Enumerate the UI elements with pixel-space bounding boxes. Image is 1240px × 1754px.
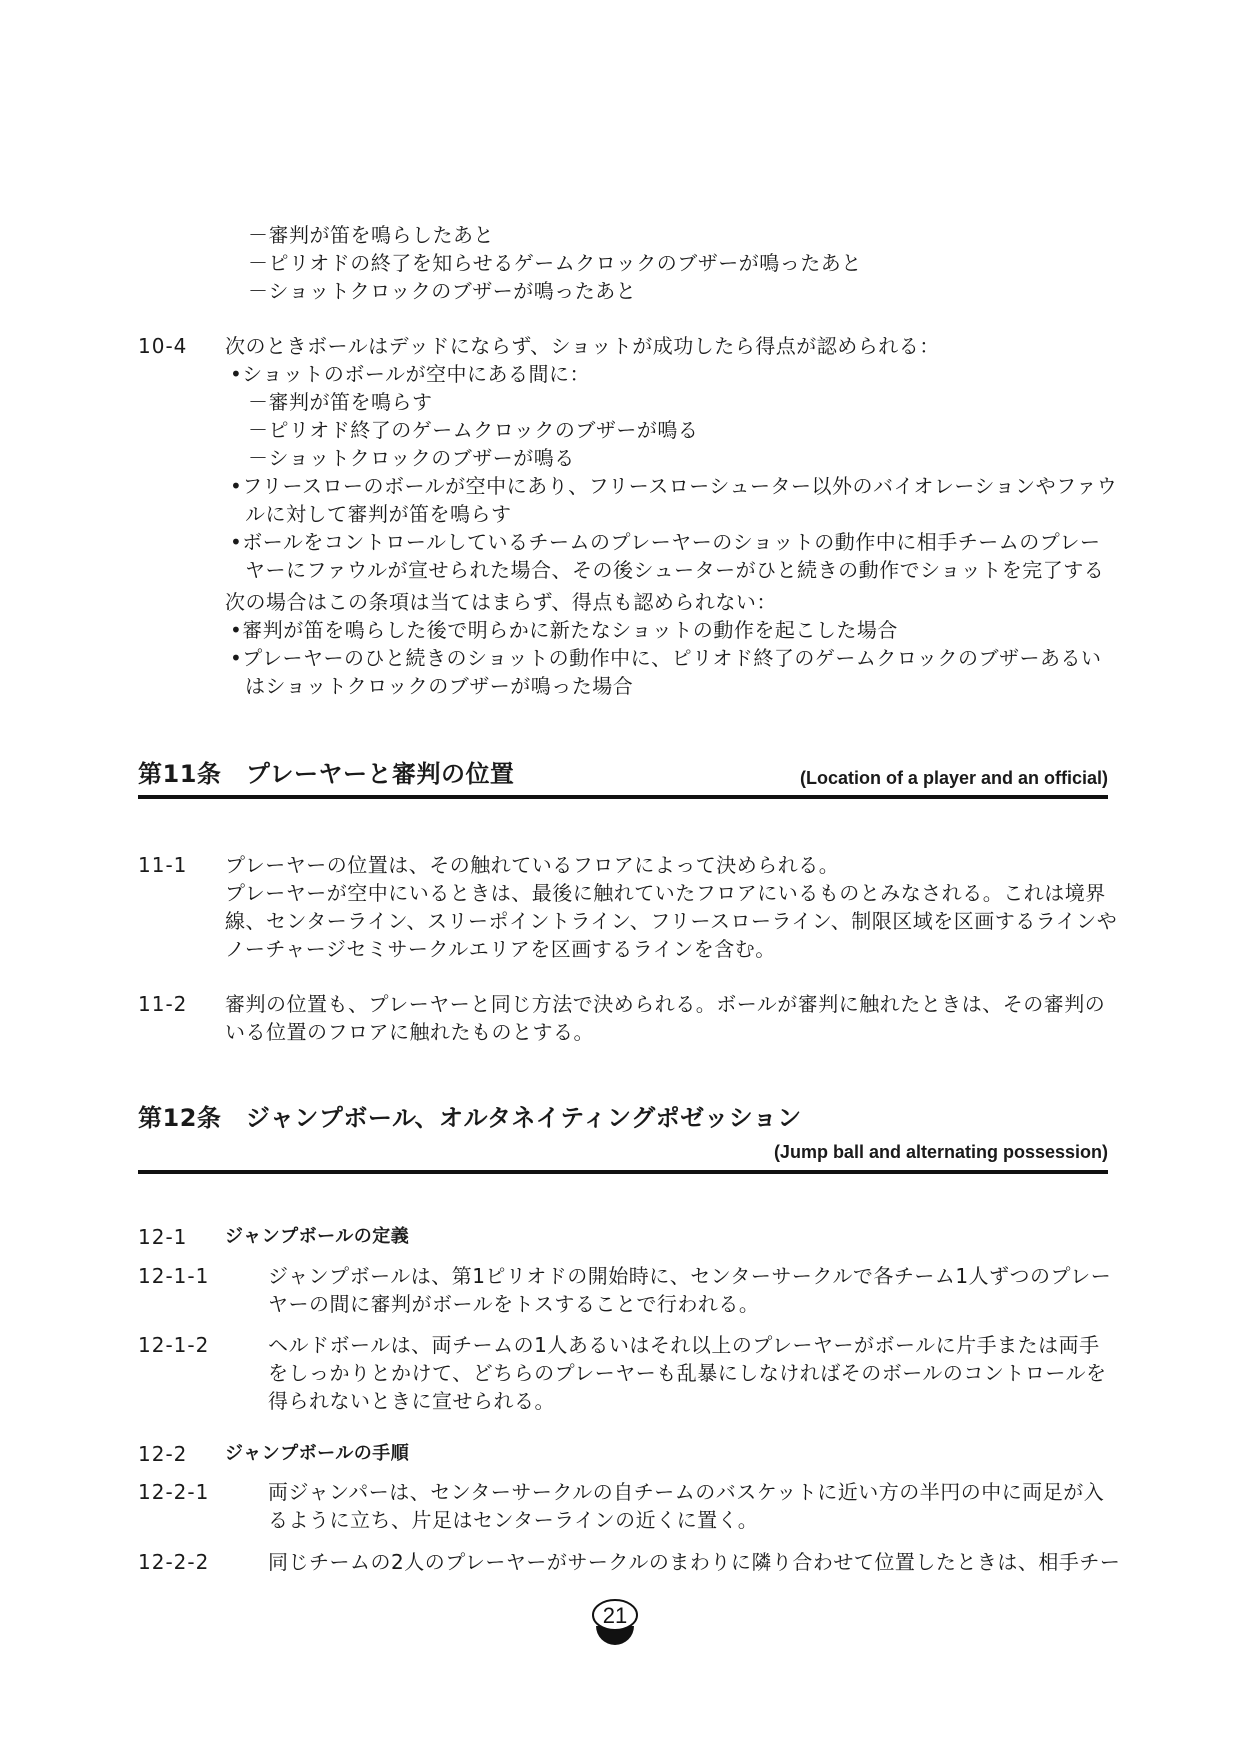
text-line: ノーチャージセミサークルエリアを区画するラインを含む。 [225, 937, 776, 961]
rule-lead: 次のときボールはデッドにならず、ショットが成功したら得点が認められる： [225, 334, 940, 358]
text-line: •ショットのボールが空中にある間に： [230, 362, 590, 386]
text-line: 両ジャンパーは、センターサークルの自チームのバスケットに近い方の半円の中に両足が入 [268, 1480, 1105, 1504]
text-line: ジャンプボールは、第1ピリオドの開始時に、センターサークルで各チーム1人ずつのプレー [268, 1264, 1112, 1288]
section-number: 12-1 [138, 1225, 188, 1249]
text-line: •プレーヤーのひと続きのショットの動作中に、ピリオド終了のゲームクロックのブザーあるい [230, 646, 1102, 670]
heading-rule [138, 795, 1108, 799]
text-line: －審判が笛を鳴らしたあと [248, 223, 494, 247]
section-title: ジャンプボールの手順 [225, 1443, 410, 1464]
text-line: 審判の位置も、プレーヤーと同じ方法で決められる。ボールが審判に触れたときは、その審判の [225, 992, 1106, 1016]
article-11-title-en: (Location of a player and an official) [799, 768, 1108, 788]
text-line: ヘルドボールは、両チームの1人あるいはそれ以上のプレーヤーがボールに片手または両手 [268, 1333, 1100, 1357]
text-line: プレーヤーが空中にいるときは、最後に触れていたフロアにいるものとみなされる。これは境界 [225, 881, 1106, 905]
text-line: るように立ち、片足はセンターラインの近くに置く。 [268, 1508, 759, 1532]
text-line: •フリースローのボールが空中にあり、フリースローシューター以外のバイオレーションやファウ [230, 474, 1118, 498]
text-line: 次の場合はこの条項は当てはまらず、得点も認められない： [225, 590, 777, 614]
rule-number: 11-2 [138, 992, 188, 1016]
text-line: ルに対して審判が笛を鳴らす [245, 502, 512, 526]
text-line: 線、センターライン、スリーポイントライン、フリースローライン、制限区域を区画するラインや [225, 909, 1118, 933]
text-line: －審判が笛を鳴らす [248, 390, 433, 414]
text-line: －ショットクロックのブザーが鳴ったあと [248, 279, 637, 303]
text-line: をしっかりとかけて、どちらのプレーヤーも乱暴にしなければそのボールのコントロールを [268, 1361, 1107, 1385]
rule-number: 12-2-2 [138, 1550, 210, 1574]
rule-number: 11-1 [138, 853, 188, 877]
text-line: 得られないときに宣せられる。 [268, 1389, 555, 1413]
rule-number: 10-4 [138, 334, 188, 358]
rule-number: 12-1-1 [138, 1264, 210, 1288]
text-line: ヤーにファウルが宣せられた場合、その後シューターがひと続きの動作でショットを完了する [245, 558, 1105, 582]
article-12-title: 第12条 ジャンプボール、オルタネイティングポゼッション [138, 1104, 802, 1132]
text-line: •ボールをコントロールしているチームのプレーヤーのショットの動作中に相手チームのプレー [230, 530, 1101, 554]
basketball-icon [590, 1590, 640, 1650]
page-number-badge [590, 1590, 640, 1650]
article-11-title: 第11条 プレーヤーと審判の位置 [138, 760, 515, 788]
section-number: 12-2 [138, 1442, 188, 1466]
text-line: －ショットクロックのブザーが鳴る [248, 446, 575, 470]
text-line: プレーヤーの位置は、その触れているフロアによって決められる。 [225, 853, 840, 877]
text-line: －ピリオド終了のゲームクロックのブザーが鳴る [248, 418, 699, 442]
page-number: 21 [602, 1603, 628, 1628]
text-line: はショットクロックのブザーが鳴った場合 [245, 674, 634, 698]
rule-number: 12-1-2 [138, 1333, 210, 1357]
text-line: いる位置のフロアに触れたものとする。 [225, 1020, 594, 1044]
text-line: 同じチームの2人のプレーヤーがサークルのまわりに隣り合わせて位置したときは、相手チー [268, 1550, 1121, 1574]
article-12-title-en: (Jump ball and alternating possession) [773, 1142, 1108, 1162]
text-line: •審判が笛を鳴らした後で明らかに新たなショットの動作を起こした場合 [230, 618, 898, 642]
section-title: ジャンプボールの定義 [225, 1226, 410, 1247]
text-line: ヤーの間に審判がボールをトスすることで行われる。 [268, 1292, 760, 1316]
heading-rule [138, 1170, 1108, 1174]
rule-number: 12-2-1 [138, 1480, 210, 1504]
text-line: －ピリオドの終了を知らせるゲームクロックのブザーが鳴ったあと [248, 251, 862, 275]
